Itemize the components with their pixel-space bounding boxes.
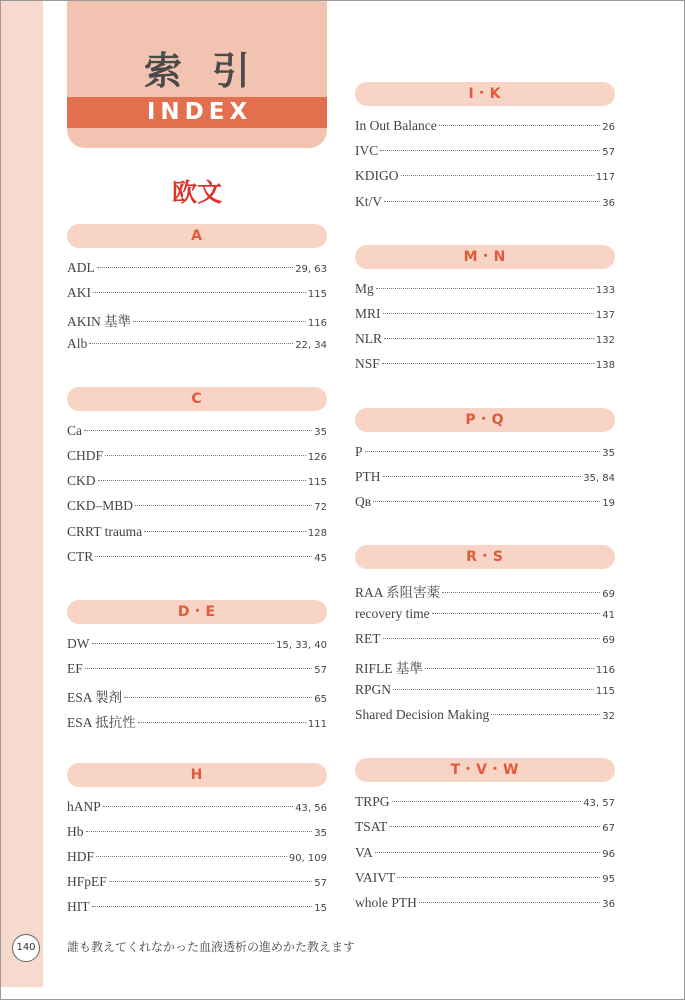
dot-leader	[376, 288, 594, 289]
entry-pages: 35, 84	[583, 472, 615, 484]
section-heading: H	[67, 763, 327, 787]
dot-leader	[92, 643, 275, 644]
section-heading: M・N	[355, 245, 615, 269]
entry-pages: 67	[602, 823, 615, 835]
index-entry	[67, 686, 327, 711]
dot-leader	[103, 806, 293, 807]
entry-term: VAIVT	[355, 869, 396, 885]
entry-term: AKIN 基準	[67, 314, 132, 330]
entry-term: ESA 抵抗性	[67, 715, 136, 731]
entry-term: RIFLE 基準	[355, 660, 423, 676]
index-section	[355, 758, 615, 920]
entry-pages: 115	[307, 289, 327, 301]
dot-leader	[383, 313, 594, 314]
index-entry	[67, 636, 327, 661]
index-entry	[355, 356, 615, 381]
entry-pages: 133	[595, 284, 615, 296]
entry-pages: 43, 57	[583, 798, 615, 810]
index-entry	[67, 310, 327, 335]
entry-pages: 96	[602, 848, 615, 860]
index-entry	[67, 824, 327, 849]
entry-term: HDF	[67, 849, 95, 864]
index-entry	[355, 494, 615, 519]
index-entry	[67, 336, 327, 361]
entry-term: CRRT trauma	[67, 523, 143, 539]
dot-leader	[383, 638, 601, 639]
index-entry	[355, 606, 615, 631]
dot-leader	[98, 480, 306, 481]
entry-pages: 126	[307, 451, 327, 463]
dot-leader	[380, 150, 600, 151]
index-title-jp: 索引	[143, 49, 280, 93]
dot-leader	[109, 881, 313, 882]
entry-term: Mg	[355, 280, 374, 296]
index-entry	[355, 306, 615, 331]
dot-leader	[96, 856, 287, 857]
index-entry	[355, 870, 615, 895]
index-entry	[67, 423, 327, 448]
index-entry	[67, 661, 327, 686]
index-entry	[355, 581, 615, 606]
entry-list	[355, 581, 615, 732]
entry-pages: 57	[602, 147, 615, 159]
entry-pages: 72	[314, 502, 327, 514]
entry-pages: 111	[307, 719, 327, 731]
entry-term: KDIGO	[355, 168, 399, 184]
index-entry	[67, 711, 327, 736]
index-section	[355, 82, 615, 219]
entry-term: Hb	[67, 823, 84, 839]
index-entry	[67, 549, 327, 574]
entry-term: Ca	[67, 422, 82, 438]
dot-leader	[375, 852, 601, 853]
dot-leader	[85, 668, 313, 669]
section-heading: C	[67, 387, 327, 411]
entry-term: ESA 製剤	[67, 690, 123, 706]
entry-pages: 22, 34	[295, 339, 327, 351]
index-entry	[67, 260, 327, 285]
dot-leader	[397, 877, 600, 878]
entry-pages: 36	[602, 197, 615, 209]
index-entry	[67, 498, 327, 523]
entry-pages: 138	[595, 360, 615, 372]
entry-pages: 45	[314, 552, 327, 564]
dot-leader	[138, 722, 306, 723]
section-heading: T・V・W	[355, 758, 615, 782]
entry-term: MRI	[355, 305, 381, 321]
dot-leader	[97, 267, 293, 268]
entry-term: NSF	[355, 356, 380, 372]
entry-pages: 57	[314, 878, 327, 890]
dot-leader	[432, 613, 601, 614]
dot-leader	[389, 826, 600, 827]
entry-pages: 41	[602, 610, 615, 622]
entry-list	[67, 799, 327, 925]
entry-term: CHDF	[67, 447, 104, 463]
entry-pages: 65	[314, 694, 327, 706]
entry-list	[67, 260, 327, 361]
index-entry	[67, 874, 327, 899]
entry-pages: 137	[595, 309, 615, 321]
entry-term: HFpEF	[67, 874, 107, 890]
entry-pages: 128	[307, 527, 327, 539]
index-entry	[67, 473, 327, 498]
entry-term: CKD	[67, 473, 96, 489]
entry-term: RET	[355, 631, 381, 647]
index-entry	[355, 118, 615, 143]
entry-term: HIT	[67, 899, 90, 915]
dot-leader	[89, 343, 293, 344]
entry-term: AKI	[67, 285, 91, 301]
index-column-right	[355, 82, 615, 946]
index-entry	[355, 143, 615, 168]
entry-term: RAA 系阻害薬	[355, 585, 441, 601]
index-column-left	[67, 224, 327, 951]
section-subtitle: 欧文	[171, 178, 222, 207]
index-entry	[67, 448, 327, 473]
entry-term: CTR	[67, 548, 94, 564]
index-section	[355, 545, 615, 732]
dot-leader	[84, 430, 312, 431]
entry-pages: 15	[314, 903, 327, 915]
entry-pages: 26	[602, 122, 615, 133]
index-entry	[355, 895, 615, 920]
index-entry	[355, 331, 615, 356]
dot-leader	[392, 801, 582, 802]
section-heading: R・S	[355, 545, 615, 569]
index-section	[67, 600, 327, 737]
entry-pages: 95	[602, 873, 615, 885]
entry-term: RPGN	[355, 681, 392, 697]
section-heading: P・Q	[355, 408, 615, 432]
index-section	[355, 245, 615, 382]
side-strip	[1, 1, 43, 987]
entry-term: In Out Balance	[355, 118, 437, 133]
section-heading: D・E	[67, 600, 327, 624]
dot-leader	[93, 292, 306, 293]
entry-pages: 69	[602, 589, 615, 601]
dot-leader	[384, 338, 594, 339]
index-entry	[67, 799, 327, 824]
index-entry	[355, 794, 615, 819]
index-entry	[355, 845, 615, 870]
entry-term: Alb	[67, 335, 88, 351]
entry-term: CKD–MBD	[67, 498, 134, 514]
index-section	[67, 387, 327, 574]
entry-term: hANP	[67, 798, 101, 814]
index-entry	[355, 657, 615, 682]
entry-term: PTH	[355, 468, 381, 484]
entry-list	[67, 423, 327, 574]
dot-leader	[124, 697, 312, 698]
entry-pages: 35	[314, 827, 327, 839]
entry-list	[355, 794, 615, 920]
entry-pages: 115	[307, 477, 327, 489]
index-entry	[355, 631, 615, 656]
entry-pages: 90, 109	[288, 853, 327, 864]
index-title-band	[67, 97, 327, 128]
index-entry	[355, 168, 615, 193]
entry-term: ADL	[67, 260, 95, 275]
index-entry	[355, 682, 615, 707]
index-entry	[355, 194, 615, 219]
entry-term: Qв	[355, 493, 372, 509]
entry-term: DW	[67, 635, 90, 651]
dot-leader	[425, 668, 594, 669]
entry-list	[355, 444, 615, 520]
entry-term: EF	[67, 661, 83, 677]
entry-pages: 35	[314, 426, 327, 438]
book-title: 誰も教えてくれなかった血液透析の進めかた教えます	[67, 940, 356, 954]
entry-pages: 69	[602, 635, 615, 647]
index-section	[355, 408, 615, 520]
entry-term: whole PTH	[355, 894, 417, 910]
index-entry	[355, 281, 615, 306]
entry-pages: 29, 63	[295, 264, 327, 275]
dot-leader	[439, 125, 601, 126]
entry-term: recovery time	[355, 606, 430, 622]
section-heading: A	[67, 224, 327, 248]
entry-list	[355, 118, 615, 219]
entry-list	[355, 281, 615, 382]
dot-leader	[105, 455, 306, 456]
index-title-block	[67, 0, 327, 148]
page-number: 140	[12, 934, 40, 962]
entry-term: IVC	[355, 143, 379, 159]
entry-pages: 116	[307, 318, 327, 330]
dot-leader	[382, 363, 594, 364]
dot-leader	[92, 906, 313, 907]
entry-pages: 36	[602, 898, 615, 910]
entry-pages: 15, 33, 40	[276, 639, 327, 651]
dot-leader	[491, 714, 600, 715]
entry-term: NLR	[355, 331, 382, 347]
dot-leader	[401, 175, 594, 176]
entry-pages: 19	[602, 497, 615, 509]
index-title-en: INDEX	[146, 99, 253, 125]
entry-pages: 57	[314, 665, 327, 677]
index-entry	[67, 899, 327, 924]
entry-pages: 35	[602, 447, 615, 459]
entry-term: Kt/V	[355, 193, 382, 209]
dot-leader	[384, 201, 600, 202]
index-entry	[355, 444, 615, 469]
entry-pages: 32	[602, 711, 615, 722]
dot-leader	[144, 531, 306, 532]
dot-leader	[373, 501, 600, 502]
dot-leader	[95, 556, 312, 557]
entry-term: TSAT	[355, 819, 388, 835]
index-section	[67, 224, 327, 361]
dot-leader	[393, 689, 594, 690]
entry-term: Shared Decision Making	[355, 707, 490, 722]
index-entry	[67, 849, 327, 874]
dot-leader	[135, 505, 312, 506]
index-entry	[355, 707, 615, 732]
entry-term: VA	[355, 844, 373, 860]
index-entry	[67, 524, 327, 549]
entry-term: P	[355, 443, 363, 459]
index-entry	[67, 285, 327, 310]
dot-leader	[419, 902, 600, 903]
dot-leader	[442, 592, 600, 593]
index-section	[67, 763, 327, 925]
dot-leader	[365, 451, 601, 452]
dot-leader	[86, 831, 313, 832]
entry-pages: 132	[595, 335, 615, 347]
entry-list	[67, 636, 327, 737]
index-entry	[355, 819, 615, 844]
dot-leader	[133, 321, 306, 322]
section-heading: I・K	[355, 82, 615, 106]
entry-pages: 117	[595, 172, 615, 184]
entry-pages: 116	[595, 664, 615, 676]
entry-pages: 43, 56	[295, 802, 327, 814]
entry-term: TRPG	[355, 794, 390, 810]
dot-leader	[383, 476, 582, 477]
index-entry	[355, 469, 615, 494]
entry-pages: 115	[595, 685, 615, 697]
